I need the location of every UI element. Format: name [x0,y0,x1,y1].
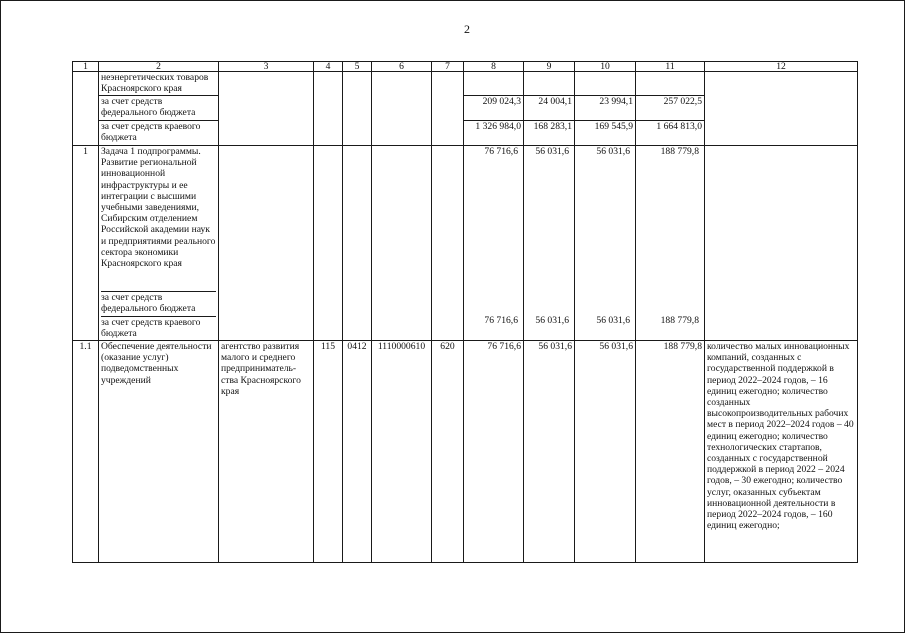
amount-2023: 168 283,1 [524,121,575,146]
result-cell [705,146,858,341]
amount-2022: 76 716,6 [464,341,524,563]
row-description: Обеспечение деятельности (оказание услуг) подведомственных учреждений [99,341,219,563]
column-header: 1 [73,62,99,72]
column-header: 2 [99,62,219,72]
target-article-code: 1110000610 [372,341,432,563]
budget-table [72,61,858,563]
amount-2022: 76 716,6 76 716,6 [464,146,524,341]
row-number-cell: 1 [73,146,99,341]
result-cell: количество малых инновационных компаний, созданных с государственной поддержкой в период 2022–2024 годов, – 16 единиц ежегодно; количество созданных высокопроизводительных рабочих мест в период 2022–2024 годов – 40 единиц ежегодно; количество технологических стартапов, созданных с государственной поддержкой в период 2022 – 2024 годов, – 30 ежегодно; количество услуг, оказанных субъектам инновационной деятельности в период 2022–2024 годов, – 160 единиц ежегодно; [705,341,858,563]
column-header: 8 [464,62,524,72]
table-row [73,72,858,96]
amount-2023: 56 031,6 [524,341,575,563]
grbs-code: 115 [314,341,343,563]
column-header: 10 [575,62,636,72]
amount-2022: 209 024,3 [464,96,524,121]
amount-total: 257 022,5 [636,96,705,121]
column-header: 4 [314,62,343,72]
agency-cell [219,72,314,146]
amount-total: 1 664 813,0 [636,121,705,146]
amount-2024: 56 031,6 [575,341,636,563]
row-description: за счет средств федерального бюджета [99,96,219,121]
column-header: 5 [343,62,372,72]
amount-2023: 56 031,6 56 031,6 [524,146,575,341]
amount-total: 188 779,8 188 779,8 [636,146,705,341]
column-header: 11 [636,62,705,72]
amount-2024: 56 031,6 56 031,6 [575,146,636,341]
row-description: за счет средств краевого бюджета [101,317,201,340]
row-number-cell [73,72,99,146]
agency-cell [219,146,314,341]
row-number-cell: 1.1 [73,341,99,563]
expense-type-code: 620 [432,341,464,563]
column-header: 6 [372,62,432,72]
page-number: 2 [464,22,470,36]
row-description: за счет средств федерального бюджета [101,292,216,317]
column-header: 7 [432,62,464,72]
table-row [73,146,858,341]
section-code: 0412 [343,341,372,563]
row-description: за счет средств краевого бюджета [99,121,219,146]
agency-cell: агентство развития малого и среднего предприниматель-ства Красноярского края [219,341,314,563]
amount-2024: 169 545,9 [575,121,636,146]
column-header: 12 [705,62,858,72]
table-row [73,341,858,563]
amount-total: 188 779,8 [636,341,705,563]
amount-2022: 1 326 984,0 [464,121,524,146]
column-header: 3 [219,62,314,72]
result-cell [705,72,858,146]
row-description: неэнергетических товаров Красноярского края [99,72,219,96]
amount-2023: 24 004,1 [524,96,575,121]
amount-2024: 23 994,1 [575,96,636,121]
task-description-cell [99,146,219,341]
column-header: 9 [524,62,575,72]
column-number-row [73,62,858,72]
row-description: Задача 1 подпрограммы. Развитие региональной инновационной инфраструктуры и ее интеграции с высшими учебными заведениями, Сибирским отделением Российской академии наук и предприятиями реального сектора экономики Красноярского края [101,146,216,292]
